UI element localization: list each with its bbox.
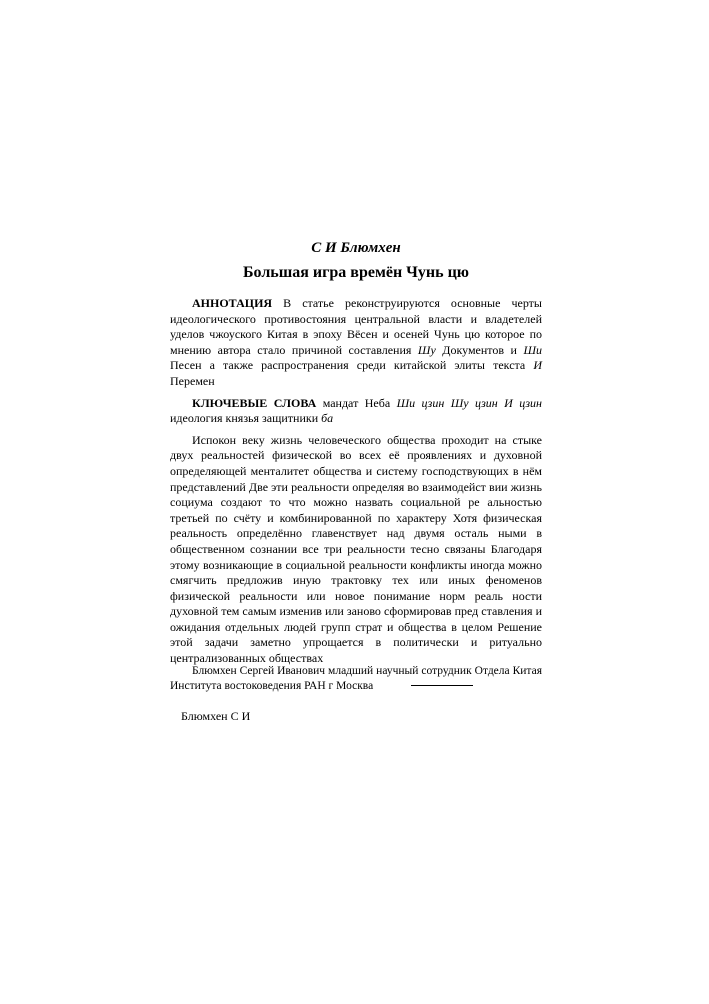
footnote-text: Блюмхен Сергей Иванович младший научный сотрудник Отдела Китая Института востоковедения РАН г Москва (170, 665, 542, 692)
abstract (170, 296, 542, 390)
article (170, 240, 542, 667)
abstract-text-3: Песен а также распространения среди китайской элиты текста (170, 358, 534, 373)
copyright-line: Блюмхен С И (181, 709, 251, 723)
keywords-label: КЛЮЧЕВЫЕ СЛОВА (192, 395, 317, 410)
article-author: С И Блюмхен (311, 240, 401, 256)
keywords (170, 396, 542, 427)
keywords-text-1: мандат Неба (316, 395, 397, 410)
abstract-italic-3: И (533, 358, 542, 373)
abstract-italic-1: Шу (417, 342, 436, 357)
body-paragraph: Испокон веку жизнь человеческого общества проходит на стыке двух реальностей физической во всех её проявлениях и духовной определяющей менталитет общества и систему господствующих в нём представлений Две эти реальности определяя во взаимодейст вии жизнь социума создают то что можно назвать социальной ре альностью третьей по счёту и комбинированной по характеру Хотя физическая реальность определённо главенствует над двумя осталь ными в общественном сознании все три реальности тесно связаны Благодаря этому возникающие в социальной реальности конфликты иногда можно смягчить предложив иную трактовку тех или иных феноменов физической реальности или новое понимание норм реаль ности духовной тем самым изменив или заново сформировав пред ставления и ожидания отдельных людей групп страт и общества в целом Решение этой задачи заметно упрощается в политически и ритуально централизованных обществах (170, 432, 542, 666)
keywords-italic-2: ба (321, 411, 334, 426)
abstract-text-1: В статье реконструируются основные черты идеологического противостояния центральной власти и владетелей уделов чжоуского Китая в эпоху Вёсен и осеней Чунь цю которое по мнению автора стало причиной составления (170, 296, 542, 357)
article-title: Большая игра времён Чунь цю (242, 264, 470, 281)
footnote-rule (411, 685, 473, 686)
abstract-italic-2: Ши (523, 342, 543, 357)
keywords-text-2: идеология князья защитники (170, 411, 322, 426)
keywords-italic-1: Ши цзин Шу цзин И цзин (396, 395, 543, 410)
abstract-text-2: Документов и (435, 342, 524, 357)
abstract-text-4: Перемен (170, 373, 215, 388)
author-footnote (170, 664, 542, 694)
abstract-label: АННОТАЦИЯ (192, 296, 273, 310)
